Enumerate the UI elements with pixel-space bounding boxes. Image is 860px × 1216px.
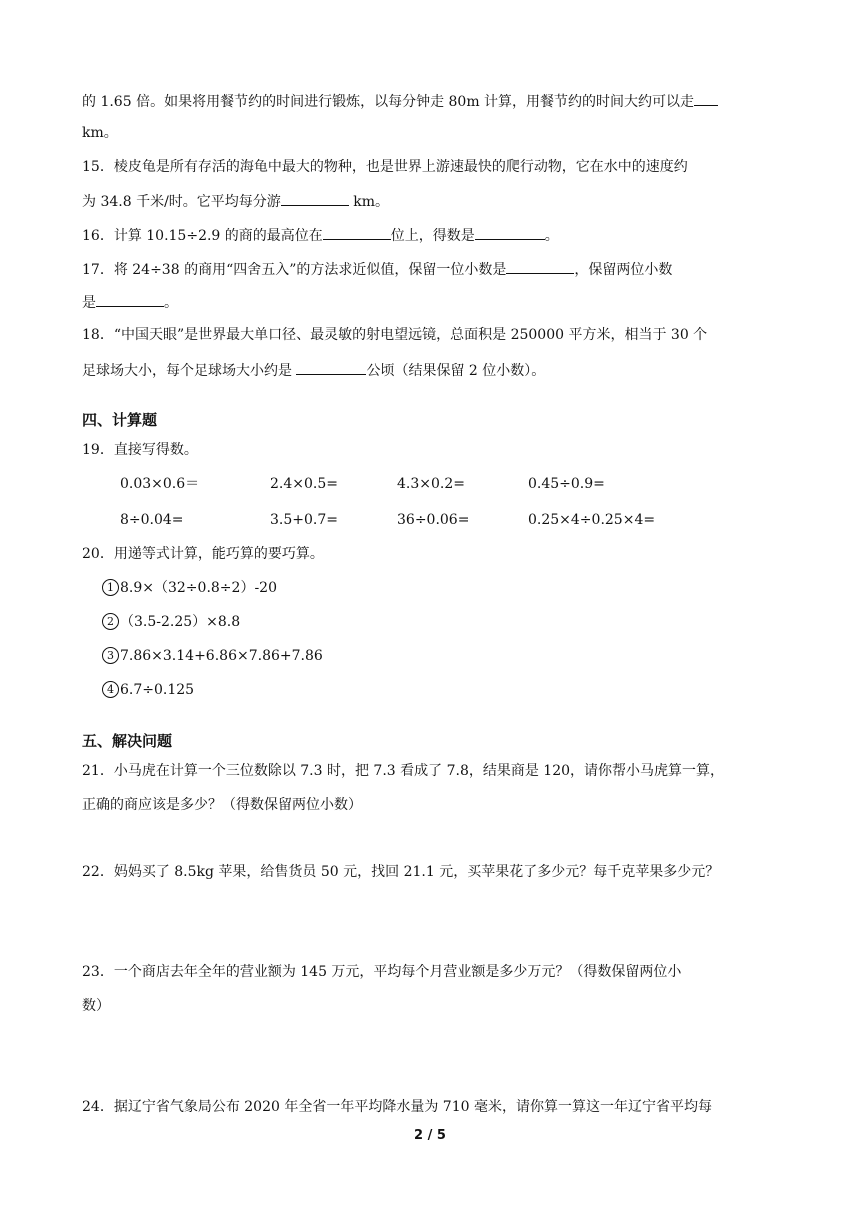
q23-line2: 数）	[82, 998, 110, 1014]
q17-text-b: ，保留两位小数	[574, 262, 673, 278]
q18-answer-blank[interactable]	[296, 359, 366, 375]
q14-answer-blank[interactable]	[694, 90, 718, 106]
q17-line2	[82, 291, 178, 313]
q22-line1: 22．妈妈买了 8.5kg 苹果，给售货员 50 元，找回 21.1 元，买苹果花了多少元？每千克苹果多少元？	[82, 864, 720, 880]
q16-blank-1[interactable]	[323, 224, 391, 240]
q17-line1	[82, 258, 672, 280]
q18-line1	[82, 325, 707, 345]
q14-line2	[82, 123, 118, 143]
q15-answer-blank[interactable]	[281, 190, 349, 206]
q17-text-d: 。	[164, 295, 178, 311]
q20-expression: 6.7÷0.125	[120, 682, 195, 698]
q20-expression: 8.9×（32÷0.8÷2）-20	[120, 580, 277, 596]
q14-line1	[82, 90, 718, 112]
q16-text-b: 位上，得数是	[390, 228, 475, 244]
q18-line2	[82, 359, 545, 381]
q23-line1: 23．一个商店去年全年的营业额为 145 万元，平均每个月营业额是多少万元？（得数保留两位小	[82, 964, 682, 980]
q19-item-5: 8÷0.04=	[120, 512, 184, 528]
q19-item-3: 4.3×0.2=	[397, 476, 465, 492]
q19-item-2: 2.4×0.5=	[270, 476, 338, 492]
section-5-heading: 五、解决问题	[82, 732, 173, 750]
q19-prompt: 19．直接写得数。	[82, 442, 198, 458]
circled-number: 4	[102, 681, 119, 698]
q19-item-7: 36÷0.06=	[397, 512, 470, 528]
q17-blank-2[interactable]	[96, 291, 164, 307]
q15-text-b: km。	[348, 194, 390, 210]
q19-item-4: 0.45÷0.9=	[528, 476, 605, 492]
page-number: 2 / 5	[414, 1128, 446, 1143]
q19-item-1: 0.03×0.6＝	[120, 476, 200, 492]
q20-expression: 7.86×3.14+6.86×7.86+7.86	[120, 648, 323, 664]
q19-item-8: 0.25×4÷0.25×4=	[528, 512, 656, 528]
q16-text-a: 16．计算 10.15÷2.9 的商的最高位在	[82, 228, 323, 244]
q18-text-b: 公顷（结果保留 2 位小数）。	[366, 363, 546, 379]
q20-prompt: 20．用递等式计算，能巧算的要巧算。	[82, 546, 324, 562]
q18-text-a: 足球场大小，每个足球场大小约是	[82, 363, 297, 379]
q14-text: 的 1.65 倍。如果将用餐节约的时间进行锻炼，以每分钟走 80m 计算，用餐节约的时间大约可以走	[82, 94, 695, 110]
section-4-heading: 四、计算题	[82, 411, 158, 429]
q15-text-a: 为 34.8 千米/时。它平均每分游	[82, 194, 281, 210]
q18-text: 18．“中国天眼”是世界最大单口径、最灵敏的射电望远镜，总面积是 250000 平方米，相当于 30 个	[82, 327, 708, 343]
q15-line2	[82, 190, 389, 212]
circled-number: 1	[102, 579, 119, 596]
q14-unit: km。	[82, 125, 118, 141]
q20-item-1	[102, 578, 277, 598]
q21-line2: 正确的商应该是多少？（得数保留两位小数）	[82, 797, 362, 813]
q21-line1: 21．小马虎在计算一个三位数除以 7.3 时，把 7.3 看成了 7.8，结果商是 120，请你帮小马虎算一算，	[82, 763, 725, 779]
q20-item-4	[102, 680, 194, 700]
q16-text-c: 。	[544, 228, 559, 244]
q17-text-a: 17．将 24÷38 的商用“四舍五入”的方法求近似值，保留一位小数是	[82, 262, 507, 278]
circled-number: 2	[102, 613, 119, 630]
circled-number: 3	[102, 647, 119, 664]
q17-text-c: 是	[82, 295, 96, 311]
q20-item-3	[102, 646, 323, 666]
q16-line	[82, 224, 559, 246]
q16-blank-2[interactable]	[475, 224, 545, 240]
q20-expression: （3.5-2.25）×8.8	[120, 614, 241, 630]
q15-line1	[82, 157, 688, 177]
q15-text: 15．棱皮龟是所有存活的海龟中最大的物种，也是世界上游速最快的爬行动物，它在水中的速度约	[82, 159, 688, 175]
q24-line1: 24．据辽宁省气象局公布 2020 年全省一年平均降水量为 710 毫米，请你算一算这一年辽宁省平均每	[82, 1099, 712, 1115]
q17-blank-1[interactable]	[506, 258, 574, 274]
q20-item-2	[102, 612, 240, 632]
q19-item-6: 3.5+0.7=	[270, 512, 338, 528]
